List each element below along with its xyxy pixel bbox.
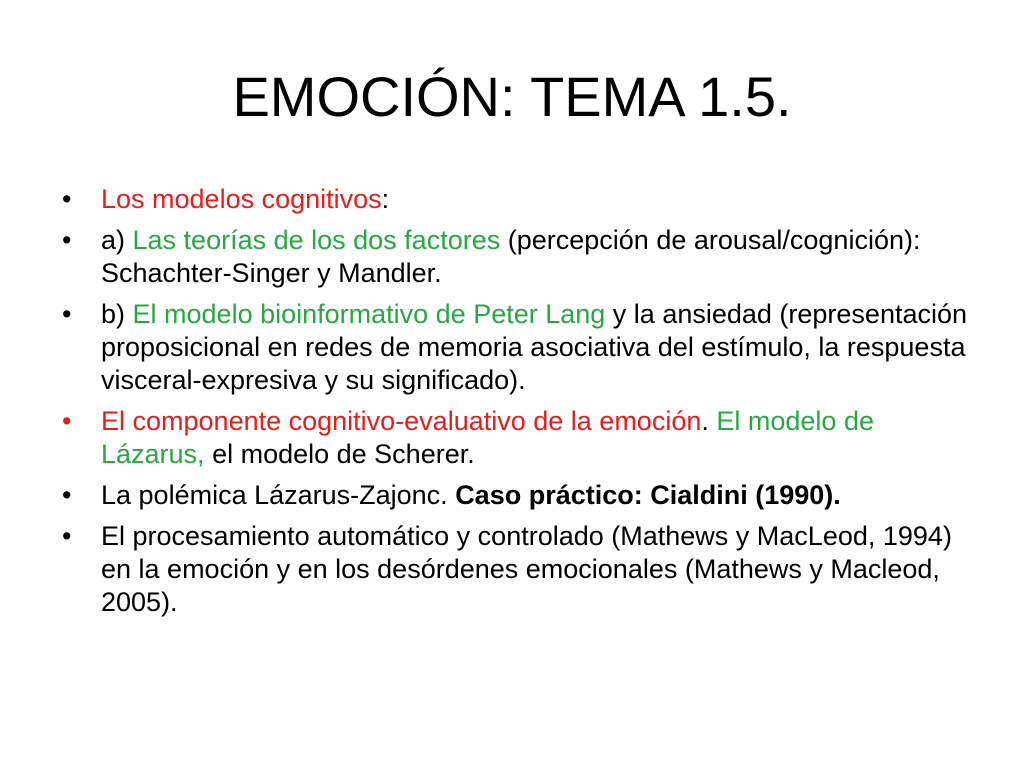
bullet-point-icon: • — [62, 299, 72, 329]
slide-title: EMOCIÓN: TEMA 1.5. — [232, 65, 792, 128]
bullet-text-segment: (percepción de arousal/cognición): Schachter-Singer y Mandler. — [101, 225, 921, 288]
bullet-text-segment: b) — [101, 299, 133, 329]
bullet-text-segment: a) — [101, 225, 133, 255]
bullet-point-icon: • — [62, 225, 72, 255]
bullet-item — [62, 298, 972, 397]
bullet-point-icon: • — [62, 406, 72, 436]
bullet-text-segment: El procesamiento automático y controlado (Mathews y MacLeod, 1994) en la emoción y en los desórdenes emocionales (Mathews y Macleod, 2005). — [101, 521, 952, 617]
bullet-point-icon: • — [62, 184, 72, 214]
bullet-item — [62, 224, 972, 290]
bullet-text-segment: y la ansiedad (representación proposicional en redes de memoria asociativa del estímulo, la respuesta visceral-expresiva y su significado). — [101, 299, 968, 395]
bullet-list — [62, 183, 972, 627]
bullet-text-segment: . — [701, 406, 717, 436]
bullet-text-segment: Caso práctico: Cialdini (1990). — [455, 480, 841, 510]
bullet-text-segment: El modelo bioinformativo de Peter Lang — [132, 299, 606, 329]
bullet-item — [62, 479, 972, 512]
bullet-text-segment: El modelo de Lázarus, — [101, 406, 874, 469]
bullet-text-segment: La polémica Lázarus-Zajonc. — [101, 480, 456, 510]
bullet-text-segment: Los modelos cognitivos — [101, 184, 382, 214]
bullet-text-segment: Las teorías de los dos factores — [132, 225, 501, 255]
bullet-item — [62, 183, 972, 216]
bullet-text-segment: el modelo de Scherer. — [204, 439, 475, 469]
bullet-point-icon: • — [62, 480, 72, 510]
bullet-item — [62, 405, 972, 471]
bullet-item — [62, 520, 972, 619]
bullet-point-icon: • — [62, 521, 72, 551]
bullet-text-segment: El componente cognitivo-evaluativo de la emoción — [101, 406, 702, 436]
bullet-text-segment: : — [381, 184, 390, 214]
